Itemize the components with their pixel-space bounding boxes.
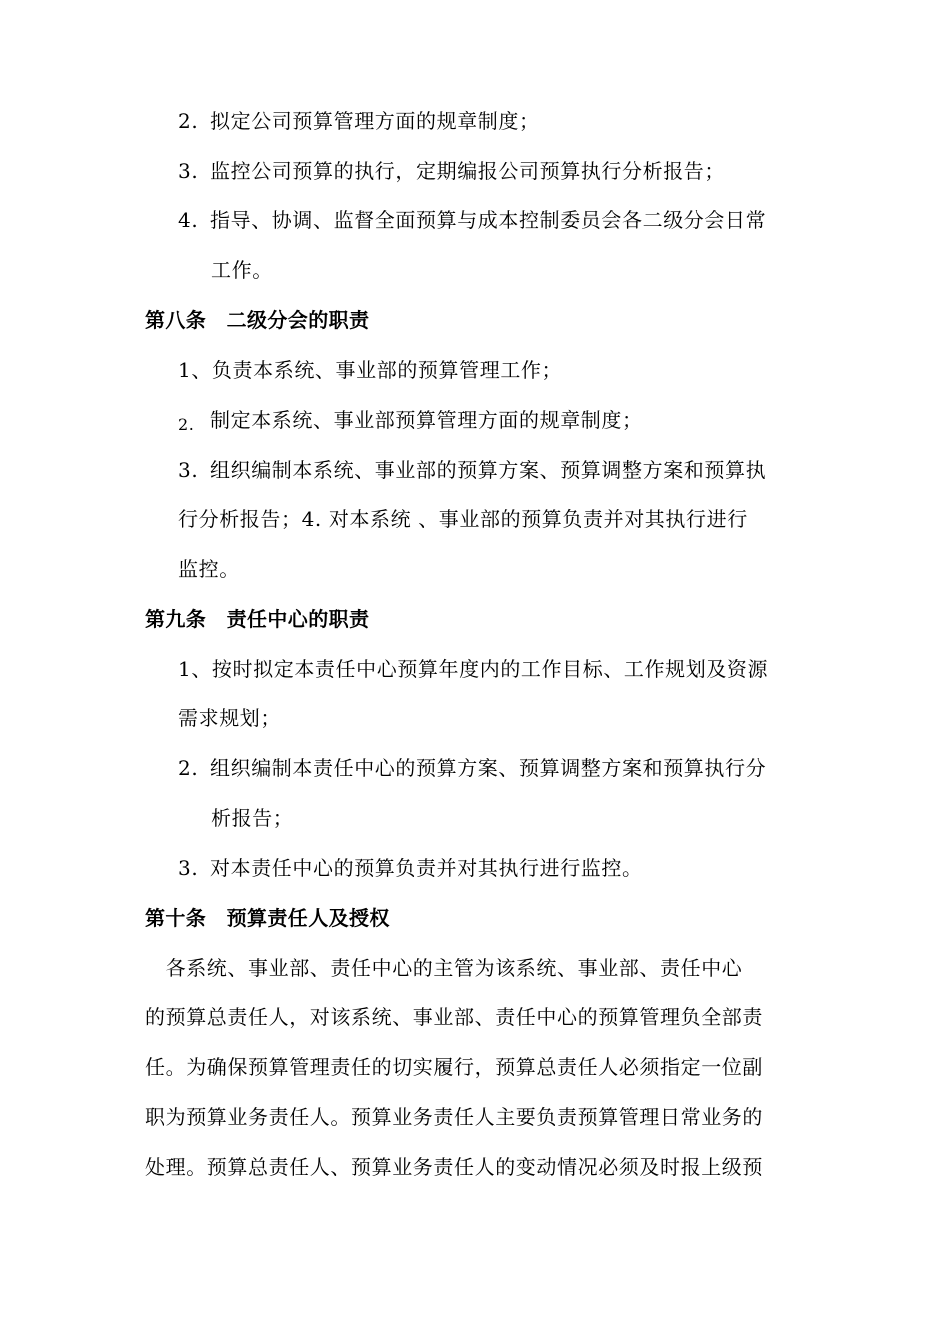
s8-item-3-text: 组织编制本系统、事业部的预算方案、预算调整方案和预算执 <box>210 458 767 482</box>
s9-item-3 <box>178 855 643 881</box>
s9-item-1-line-2: 需求规划； <box>178 706 281 730</box>
section-10-heading: 第十条 预算责任人及授权 <box>145 906 390 930</box>
section-8-heading: 第八条 二级分会的职责 <box>145 308 370 332</box>
section-9-heading: 第九条 责任中心的职责 <box>145 607 370 631</box>
s8-item-3-line-3: 监控。 <box>178 557 240 581</box>
s10-paragraph-line-4: 职为预算业务责任人。预算业务责任人主要负责预算管理日常业务的 <box>145 1105 763 1129</box>
s9-item-3-number: 3. <box>178 856 199 880</box>
s9-item-2-text: 组织编制本责任中心的预算方案、预算调整方案和预算执行分 <box>210 756 767 780</box>
s7-item-4-number: 4. <box>178 208 199 232</box>
s8-item-3-line-2: 行分析报告；4. 对本系统 、事业部的预算负责并对其执行进行 <box>178 507 748 531</box>
s9-item-1: 1、按时拟定本责任中心预算年度内的工作目标、工作规划及资源 <box>178 657 769 681</box>
s7-item-4-text: 指导、协调、监督全面预算与成本控制委员会各二级分会日常 <box>210 208 767 232</box>
s8-item-2-text: 制定本系统、事业部预算管理方面的规章制度； <box>210 408 643 432</box>
s8-item-3-number: 3. <box>178 458 199 482</box>
s8-item-2 <box>178 407 643 438</box>
s7-item-3-number: 3. <box>178 159 199 183</box>
s10-paragraph-line-1: 各系统、事业部、责任中心的主管为该系统、事业部、责任中心 <box>145 956 743 980</box>
s9-item-2 <box>178 755 766 781</box>
s10-paragraph-line-2: 的预算总责任人，对该系统、事业部、责任中心的预算管理负全部责 <box>145 1005 763 1029</box>
s9-item-2-number: 2. <box>178 756 199 780</box>
s7-item-4-continuation: 工作。 <box>211 258 273 282</box>
s8-item-1: 1、负责本系统、事业部的预算管理工作； <box>178 358 563 382</box>
s7-item-2-number: 2. <box>178 109 199 133</box>
s9-item-2-continuation: 析报告； <box>211 806 294 830</box>
s9-item-3-text: 对本责任中心的预算负责并对其执行进行监控。 <box>210 856 643 880</box>
s7-item-4 <box>178 207 766 233</box>
s8-item-2-number: 2. <box>178 415 195 434</box>
s7-item-3 <box>178 158 725 184</box>
s7-item-3-text: 监控公司预算的执行，定期编报公司预算执行分析报告； <box>210 159 725 183</box>
s10-paragraph-line-3: 任。为确保预算管理责任的切实履行，预算总责任人必须指定一位副 <box>145 1055 763 1079</box>
s7-item-2 <box>178 108 540 134</box>
s10-paragraph-line-5: 处理。预算总责任人、预算业务责任人的变动情况必须及时报上级预 <box>145 1155 763 1179</box>
s8-item-3 <box>178 457 766 483</box>
s7-item-2-text: 拟定公司预算管理方面的规章制度； <box>210 109 540 133</box>
